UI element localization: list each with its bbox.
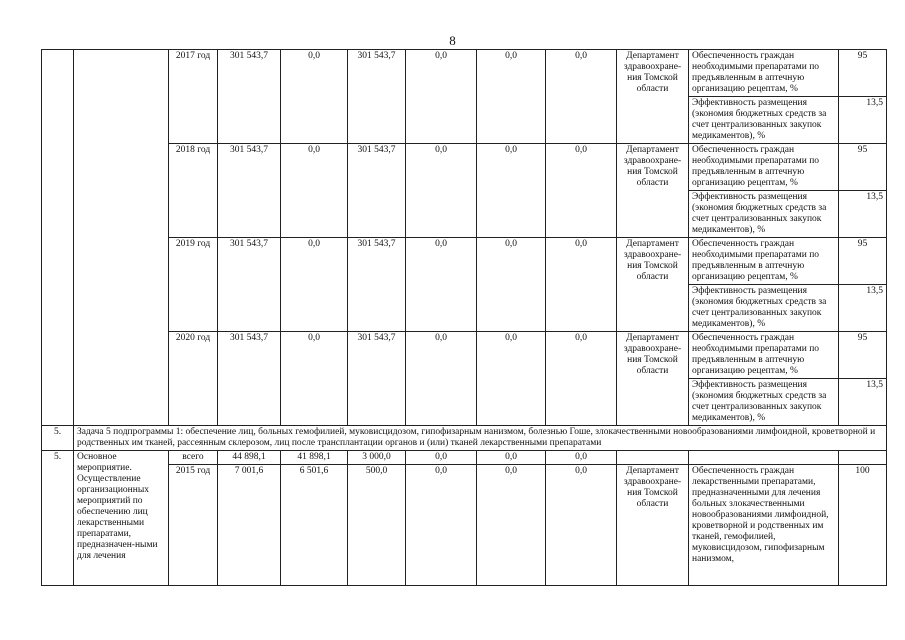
value-cell: 0,0 — [477, 144, 546, 238]
total-label-cell: всего — [169, 451, 218, 465]
indicator-value-cell: 95 — [839, 50, 887, 97]
value-cell: 301 543,7 — [348, 238, 406, 332]
indicator-value-cell: 13,5 — [839, 285, 887, 332]
value-cell: 7 001,6 — [218, 465, 281, 586]
indicator-cell: Эффективность размещения (экономия бюджетных средств за счет централизованных закупок медикаментов), % — [689, 97, 839, 144]
value-cell: 0,0 — [406, 332, 477, 426]
indicator-cell: Эффективность размещения (экономия бюджетных средств за счет централизованных закупок медикаментов), % — [689, 379, 839, 426]
value-cell: 0,0 — [546, 465, 617, 586]
indicator-cell: Обеспеченность граждан необходимыми препаратами по предъявленным в аптечную организацию рецептам, % — [689, 144, 839, 191]
year-cell: 2020 год — [169, 332, 218, 426]
value-cell: 0,0 — [406, 50, 477, 144]
table-row — [42, 332, 887, 379]
value-cell: 0,0 — [281, 238, 348, 332]
table-body — [42, 50, 887, 586]
task-text: Задача 5 подпрограммы 1: обеспечение лиц, больных гемофилией, муковисцидозом, гипофизарным нанизмом, болезнью Гоше, злокачественными новообразованиями лимфоидной, кроветворной и родственных им тканей, рассеянным склерозом, лиц после трансплантации органов и (или) тканей лекарственными препаратами — [74, 426, 887, 451]
value-cell: 0,0 — [406, 238, 477, 332]
task-row — [42, 426, 887, 451]
value-cell: 0,0 — [406, 465, 477, 586]
value-cell: 0,0 — [546, 144, 617, 238]
task-number: 5. — [42, 426, 74, 451]
value-cell: 500,0 — [348, 465, 406, 586]
value-cell: 44 898,1 — [218, 451, 281, 465]
total-cell: 301 543,7 — [218, 144, 281, 238]
indicator-cell: Обеспеченность граждан необходимыми препаратами по предъявленным в аптечную организацию рецептам, % — [689, 238, 839, 285]
value-cell: 0,0 — [546, 332, 617, 426]
empty-cell — [689, 451, 839, 465]
indicator-cell: Эффективность размещения (экономия бюджетных средств за счет централизованных закупок медикаментов), % — [689, 191, 839, 238]
empty-cell — [617, 451, 689, 465]
indicator-value-cell: 13,5 — [839, 97, 887, 144]
value-cell: 0,0 — [546, 50, 617, 144]
measure-number: 5. — [42, 451, 74, 586]
value-cell: 0,0 — [406, 451, 477, 465]
department-cell: Департамент здравоохране-ния Томской области — [617, 332, 689, 426]
department-cell: Департамент здравоохране-ния Томской области — [617, 238, 689, 332]
value-cell: 301 543,7 — [348, 144, 406, 238]
year-cell: 2015 год — [169, 465, 218, 586]
indicator-cell: Обеспеченность граждан лекарственными препаратами, предназначенными для лечения больных злокачественными новообразованиями лимфоидной, кроветворной и родственных им тканей, гемофилией, муковисцидозом, гипофизарным нанизмом, — [689, 465, 839, 586]
indicator-cell: Эффективность размещения (экономия бюджетных средств за счет централизованных закупок медикаментов), % — [689, 285, 839, 332]
total-cell: 301 543,7 — [218, 238, 281, 332]
total-cell: 301 543,7 — [218, 50, 281, 144]
department-cell: Департамент здравоохране-ния Томской области — [617, 50, 689, 144]
indicator-cell: Обеспеченность граждан необходимыми препаратами по предъявленным в аптечную организацию рецептам, % — [689, 50, 839, 97]
value-cell: 301 543,7 — [348, 332, 406, 426]
value-cell: 0,0 — [281, 332, 348, 426]
value-cell: 0,0 — [281, 144, 348, 238]
value-cell: 3 000,0 — [348, 451, 406, 465]
year-cell: 2017 год — [169, 50, 218, 144]
department-cell: Департамент здравоохране-ния Томской области — [617, 144, 689, 238]
page-number: 8 — [449, 33, 456, 48]
year-cell: 2018 год — [169, 144, 218, 238]
value-cell: 0,0 — [477, 451, 546, 465]
value-cell: 0,0 — [406, 144, 477, 238]
value-cell: 0,0 — [546, 238, 617, 332]
program-table — [41, 49, 887, 586]
year-cell: 2019 год — [169, 238, 218, 332]
value-cell: 301 543,7 — [348, 50, 406, 144]
value-cell: 0,0 — [281, 50, 348, 144]
value-cell: 0,0 — [477, 50, 546, 144]
indicator-value-cell: 100 — [839, 465, 887, 586]
measure-year-row — [42, 465, 887, 586]
measure-total-row — [42, 451, 887, 465]
indicator-value-cell: 13,5 — [839, 191, 887, 238]
empty-cell — [839, 451, 887, 465]
value-cell: 0,0 — [477, 238, 546, 332]
value-cell: 0,0 — [477, 332, 546, 426]
empty-num-cell — [42, 50, 74, 426]
total-cell: 301 543,7 — [218, 332, 281, 426]
value-cell: 0,0 — [477, 465, 546, 586]
indicator-value-cell: 95 — [839, 332, 887, 379]
indicator-value-cell: 95 — [839, 238, 887, 285]
value-cell: 0,0 — [546, 451, 617, 465]
department-cell: Департамент здравоохране-ния Томской области — [617, 465, 689, 586]
measure-name: Основное мероприятие. Осуществление организационных мероприятий по обеспечению лиц лекарственными препаратами, предназначен-ными для лечения — [74, 451, 169, 586]
table-row — [42, 144, 887, 191]
table-row — [42, 50, 887, 97]
value-cell: 41 898,1 — [281, 451, 348, 465]
empty-name-cell — [74, 50, 169, 426]
indicator-cell: Обеспеченность граждан необходимыми препаратами по предъявленным в аптечную организацию рецептам, % — [689, 332, 839, 379]
value-cell: 6 501,6 — [281, 465, 348, 586]
table-row — [42, 238, 887, 285]
indicator-value-cell: 13,5 — [839, 379, 887, 426]
indicator-value-cell: 95 — [839, 144, 887, 191]
